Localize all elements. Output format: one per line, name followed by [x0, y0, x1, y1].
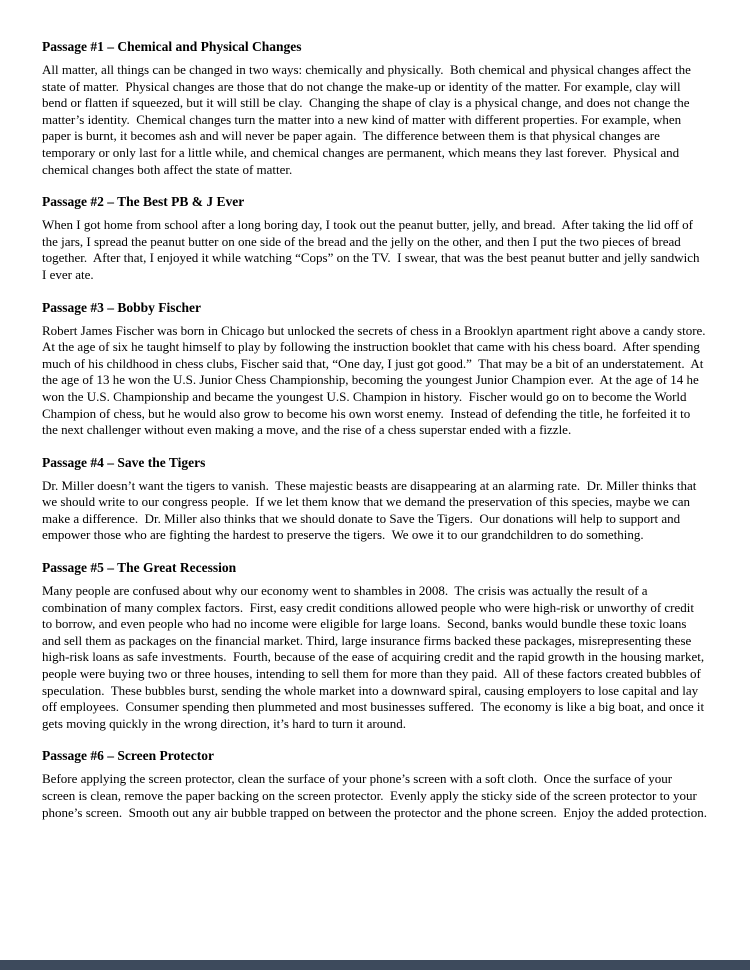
passage-title: Passage #5 – The Great Recession	[42, 560, 237, 576]
passage-body: Many people are confused about why our economy went to shambles in 2008. The crisis was actually the result of a combination of many complex factors. First, easy credit conditions allowed people who were high-risk or unworthy of credit to borrow, and even people who had no income were eligible for large loans. Second, banks would bundle these toxic loans and sell them as packages on the financial market. Third, large insurance firms backed these packages, misrepresenting these high-risk loans as safe investments. Fourth, because of the ease of acquiring credit and the rapid growth in the housing market, people were buying two or three houses, intending to sell them for more than they paid. All of these factors created bubbles of speculation. These bubbles burst, sending the whole market into a downward spiral, causing employers to lose capital and lay off employees. Consumer spending then plummeted and most businesses suffered. The economy is like a big boat, and once it gets moving quickly in the wrong direction, it’s hard to turn it around.	[42, 583, 708, 731]
passage-title: Passage #1 – Chemical and Physical Changes	[42, 39, 302, 54]
passage-4	[42, 454, 707, 544]
passage-body: Dr. Miller doesn’t want the tigers to vanish. These majestic beasts are disappearing at an alarming rate. Dr. Miller thinks that we should write to our congress people. If we let them know that we demand the preservation of this species, maybe we can make a difference. Dr. Miller also thinks that we should donate to Save the Tigers. Our donations will help to support and empower those who are fighting the hardest to preserve the tigers. We owe it to our grandchildren to do something.	[42, 477, 700, 543]
bottom-bar	[0, 960, 750, 970]
passage-3	[42, 299, 712, 439]
passage-body: When I got home from school after a long boring day, I took out the peanut butter, jelly, and bread. After taking the lid off of the jars, I spread the peanut butter on one side of the bread and the jelly on the other, and then I put the two pieces of bread together. After that, I enjoyed it while watching “Cops” on the TV. I swear, that was the best peanut butter and jelly sandwich I ever ate.	[42, 217, 703, 282]
passage-title: Passage #6 – Screen Protector	[42, 748, 214, 764]
passage-6	[42, 747, 707, 821]
passage-2	[42, 193, 707, 283]
passage-body: Robert James Fischer was born in Chicago but unlocked the secrets of chess in a Brooklyn apartment right above a candy store. At the age of six he taught himself to play by following the instruction booklet that came with his chess board. After spending much of his childhood in chess clubs, Fischer said that, “One day, I just got good.” That may be a bit of an understatement. At the age of 13 he won the U.S. Junior Chess Championship, becoming the youngest Junior Champion ever. At the age of 14 he won the U.S. Championship and became the youngest U.S. Champion in history. Fischer would go on to become the World Champion of chess, but he would also grow to become his own worst enemy. Instead of defending the title, he forfeited it to the next challenger without even making a move, and the rise of a chess superstar ended with a fizzle.	[42, 322, 712, 438]
passage-body: All matter, all things can be changed in two ways: chemically and physically. Both chemical and physical changes affect the state of matter. Physical changes are those that do not change the make-up or identity of the matter. For example, clay will bend or flatten if squeezed, but it will still be clay. Changing the shape of clay is a physical change, and does not change the matter’s identity. Chemical changes turn the matter into a new kind of matter with different properties. For example, when paper is burnt, it becomes ash and will never be paper again. The difference between them is that physical changes are temporary or only last for a little while, and chemical changes are permanent, which means they last forever. Physical and chemical changes both affect the state of matter.	[42, 62, 695, 177]
passage-body: Before applying the screen protector, clean the surface of your phone’s screen with a soft cloth. Once the surface of your screen is clean, remove the paper backing on the screen protector. Evenly apply the sticky side of the screen protector to your phone’s screen. Smooth out any air bubble trapped on between the protector and the phone screen. Enjoy the added protection.	[42, 771, 707, 820]
passage-1	[42, 38, 707, 178]
passage-5	[42, 559, 707, 732]
passage-title: Passage #3 – Bobby Fischer	[42, 299, 202, 315]
passage-title: Passage #4 – Save the Tigers	[42, 454, 206, 470]
passage-title: Passage #2 – The Best PB & J Ever	[42, 194, 245, 210]
